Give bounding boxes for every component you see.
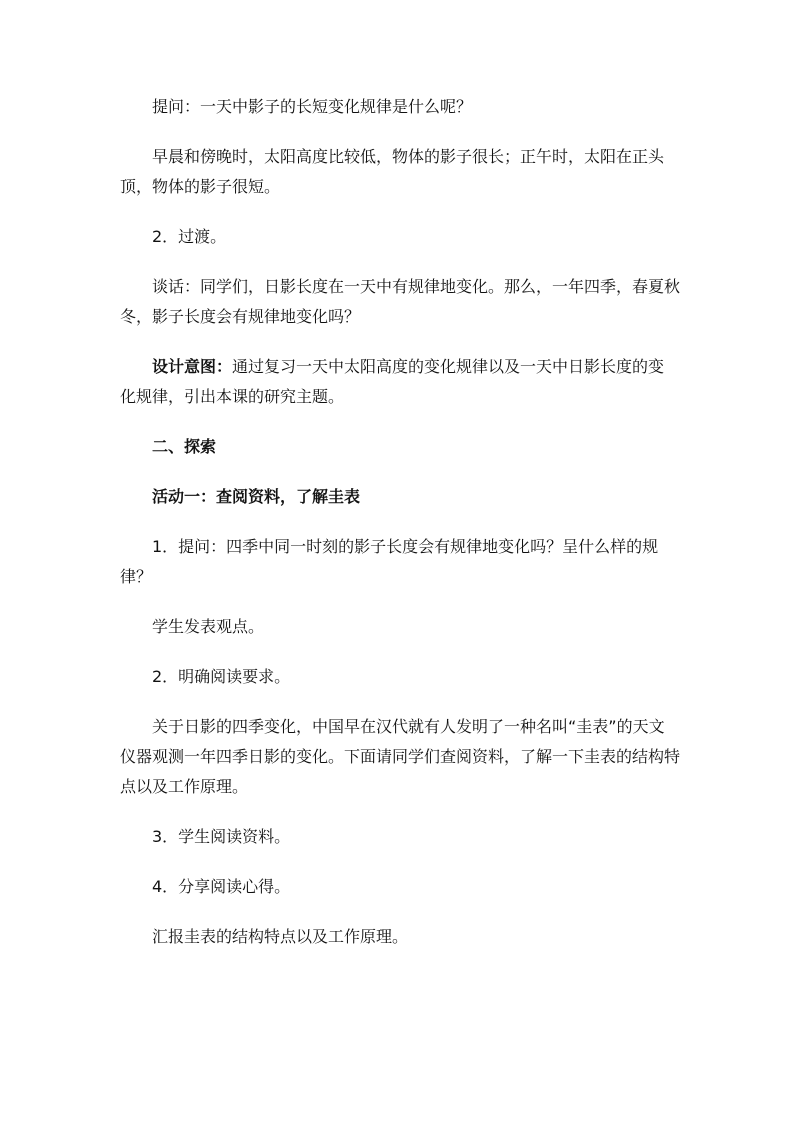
paragraph-step-2b: 2．明确阅读要求。 <box>152 667 291 686</box>
paragraph-talk: 谈话：同学们，日影长度在一天中有规律地变化。那么，一年四季，春夏秋冬，影子长度会有规律地变化吗？ <box>120 277 681 326</box>
paragraph-guibiao: 关于日影的四季变化，中国早在汉代就有人发明了一种名叫“圭表”的天文仪器观测一年四季日影的变化。下面请同学们查阅资料，了解一下圭表的结构特点以及工作原理。 <box>120 717 681 796</box>
design-intent-label: 设计意图： <box>152 357 233 376</box>
paragraph-student-views: 学生发表观点。 <box>152 617 265 636</box>
paragraph-answer: 早晨和傍晚时，太阳高度比较低，物体的影子很长；正午时，太阳在正头顶，物体的影子很短。 <box>120 147 665 196</box>
paragraph-step-3: 3．学生阅读资料。 <box>152 827 291 846</box>
paragraph-step-1: 1．提问：四季中同一时刻的影子长度会有规律地变化吗？呈什么样的规律？ <box>120 537 659 586</box>
paragraph-report: 汇报圭表的结构特点以及工作原理。 <box>152 927 409 946</box>
design-intent-text: 通过复习一天中太阳高度的变化规律以及一天中日影长度的变化规律，引出本课的研究主题。 <box>120 357 665 406</box>
paragraph-design-intent <box>120 352 680 412</box>
paragraph-question: 提问：一天中影子的长短变化规律是什么呢？ <box>152 97 473 116</box>
section-heading-explore: 二、探索 <box>152 437 217 456</box>
activity-heading: 活动一：查阅资料，了解圭表 <box>152 487 361 506</box>
paragraph-step-4: 4．分享阅读心得。 <box>152 877 291 896</box>
paragraph-step-2: 2．过渡。 <box>152 227 227 246</box>
